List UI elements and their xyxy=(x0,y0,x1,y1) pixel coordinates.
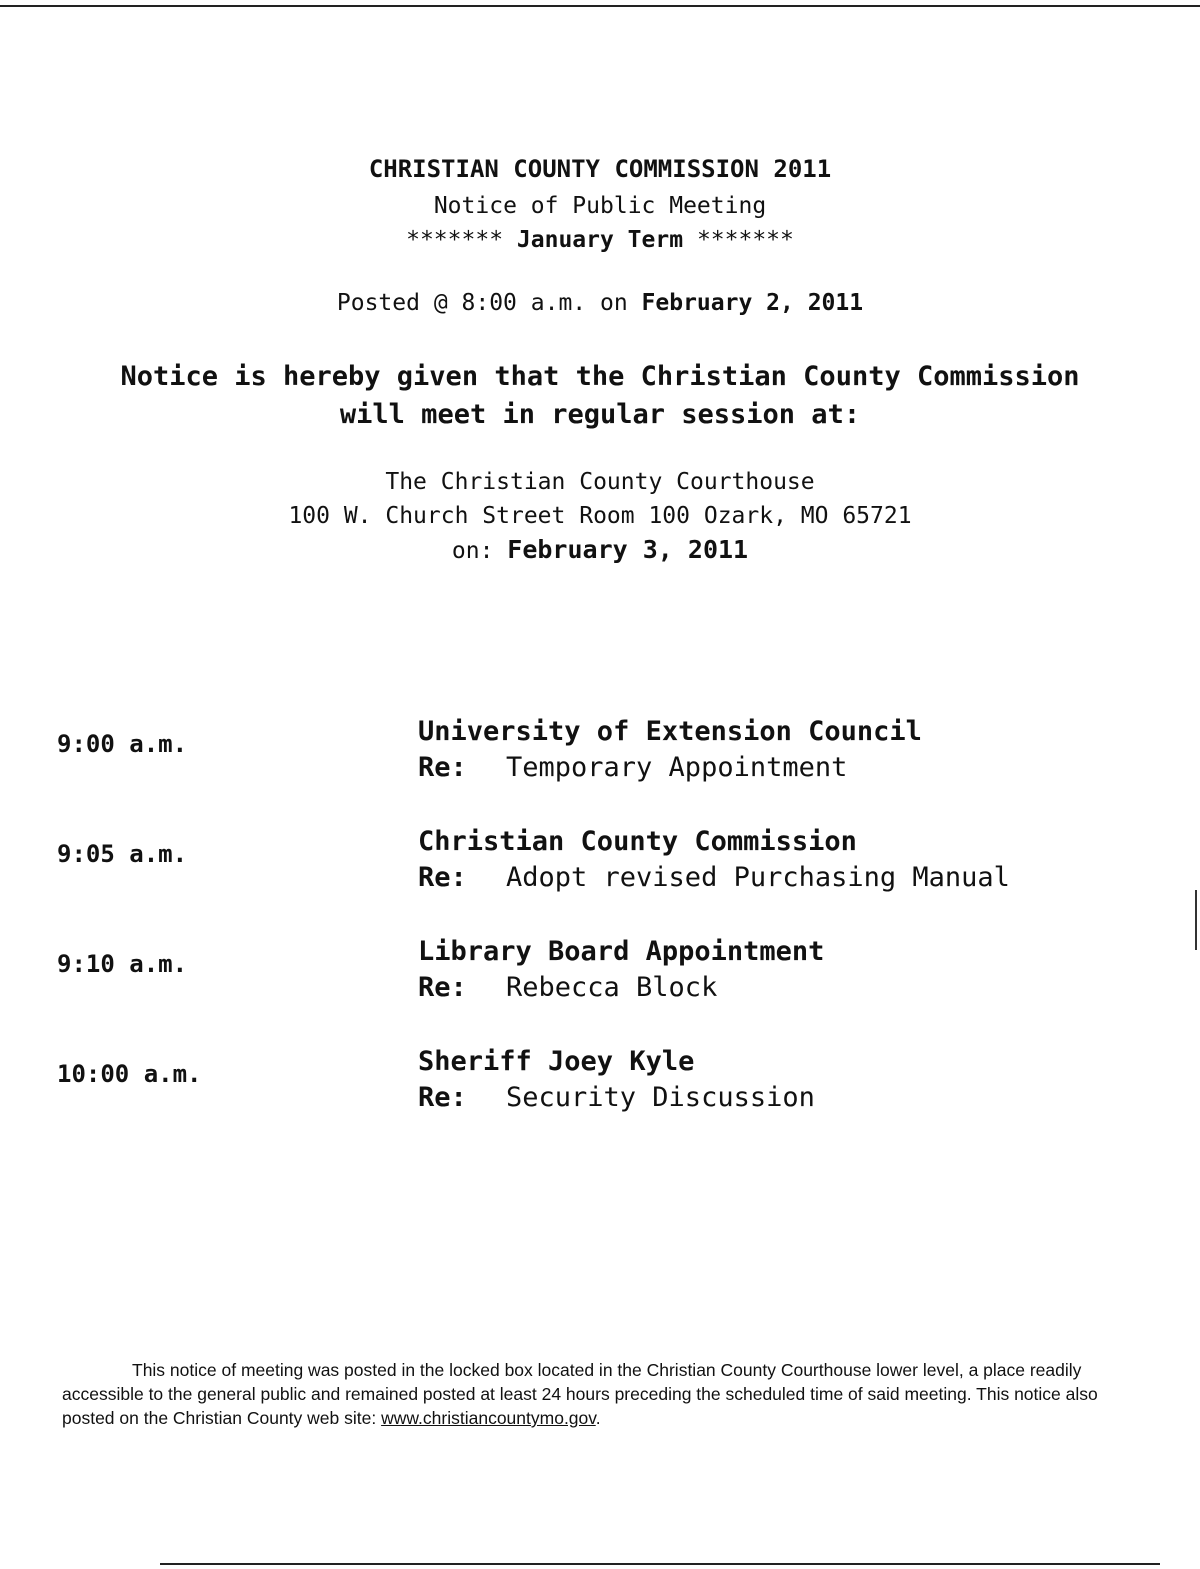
agenda-title: Christian County Commission xyxy=(418,826,857,857)
agenda-item xyxy=(0,936,1200,1026)
term-stars-right: ******* xyxy=(696,227,794,253)
agenda-re-label: Re: xyxy=(418,862,467,893)
agenda-subject xyxy=(418,1082,815,1113)
agenda-re-text: Adopt revised Purchasing Manual xyxy=(506,862,1010,893)
agenda-re-label: Re: xyxy=(418,752,467,783)
agenda-item xyxy=(0,826,1200,916)
agenda-re-text: Temporary Appointment xyxy=(506,752,848,783)
location-address: 100 W. Church Street Room 100 Ozark, MO 65721 xyxy=(288,503,912,529)
meeting-date-line xyxy=(0,533,1200,568)
posted-line xyxy=(0,290,1200,316)
posting-statement xyxy=(62,1358,1152,1430)
meeting-date: February 3, 2011 xyxy=(507,535,749,564)
agenda-re-label: Re: xyxy=(418,1082,467,1113)
location-building: The Christian County Courthouse xyxy=(385,469,815,495)
meeting-date-label: on: xyxy=(451,538,494,564)
posted-date: February 2, 2011 xyxy=(641,290,864,316)
page-edge-top xyxy=(0,5,1200,7)
document-subtitle: Notice of Public Meeting xyxy=(433,193,767,219)
posting-statement-end: . xyxy=(595,1408,601,1428)
agenda-subject xyxy=(418,752,847,783)
notice-line-1: Notice is hereby given that the Christian County Commission xyxy=(120,361,1080,392)
agenda-time: 9:00 a.m. xyxy=(57,730,188,758)
notice-statement xyxy=(0,358,1200,434)
agenda-subject xyxy=(418,972,717,1003)
agenda-title: University of Extension Council xyxy=(418,716,922,747)
agenda-title: Sheriff Joey Kyle xyxy=(418,1046,695,1077)
agenda-item xyxy=(0,716,1200,806)
agenda-time: 9:10 a.m. xyxy=(57,950,188,978)
agenda-time: 10:00 a.m. xyxy=(57,1060,202,1088)
agenda-subject xyxy=(418,862,1010,893)
agenda-re-text: Rebecca Block xyxy=(506,972,718,1003)
posted-prefix: Posted @ 8:00 a.m. on xyxy=(336,290,628,316)
website-link[interactable]: www.christiancountymo.gov xyxy=(381,1408,596,1428)
agenda-re-text: Security Discussion xyxy=(506,1082,815,1113)
document-title: CHRISTIAN COUNTY COMMISSION 2011 xyxy=(368,155,832,183)
posting-statement-text: This notice of meeting was posted in the locked box located in the Christian County Courthouse lower level, a place readily accessible to the general public and remained posted at least 24 hours preceding the scheduled time of said meeting. This notice also posted on the Christian County web site: xyxy=(62,1360,1098,1428)
page-edge-bottom xyxy=(160,1563,1160,1565)
term-name: January Term xyxy=(516,227,684,253)
agenda-time: 9:05 a.m. xyxy=(57,840,188,868)
term-stars-left: ******* xyxy=(406,227,504,253)
meeting-location xyxy=(0,465,1200,568)
agenda-re-label: Re: xyxy=(418,972,467,1003)
agenda-item xyxy=(0,1046,1200,1136)
agenda-title: Library Board Appointment xyxy=(418,936,825,967)
notice-line-2: will meet in regular session at: xyxy=(339,399,861,430)
term-line xyxy=(0,227,1200,253)
